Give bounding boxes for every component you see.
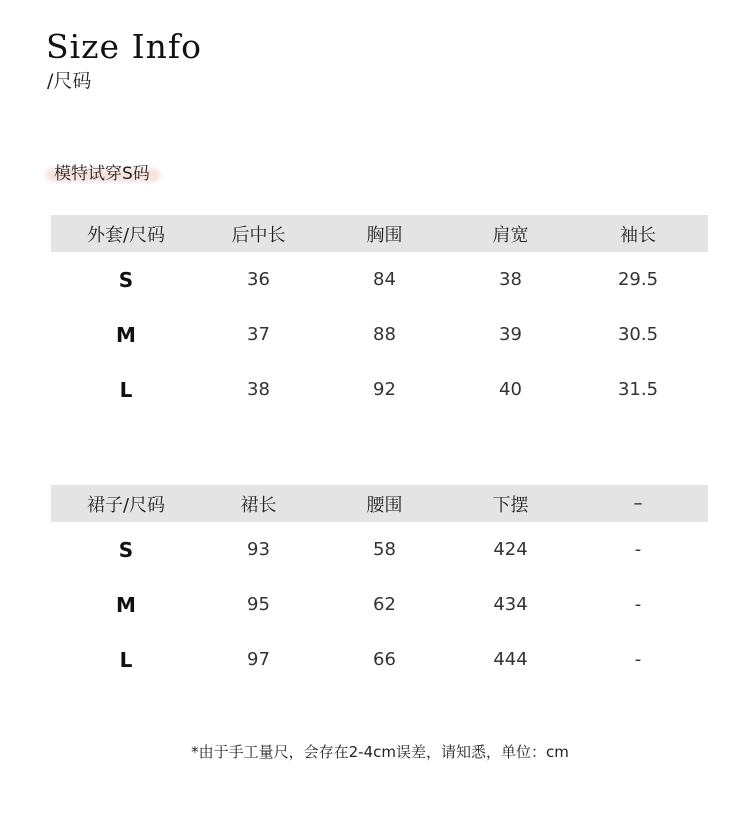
column-header: – <box>568 485 708 522</box>
column-header: 裙长 <box>201 485 316 522</box>
table-cell: 88 <box>373 324 396 345</box>
table-row <box>51 307 708 362</box>
skirt-size-table <box>51 485 708 687</box>
table-cell: 84 <box>373 269 396 290</box>
table-cell: 66 <box>373 649 396 670</box>
column-header: 下摆 <box>453 485 568 522</box>
page-subtitle: /尺码 <box>47 70 92 92</box>
table-cell: 97 <box>247 649 270 670</box>
table-row <box>51 632 708 687</box>
measurement-footnote: *由于手工量尺，会存在2-4cm误差，请知悉，单位：cm <box>191 743 569 761</box>
size-label: S <box>118 267 134 292</box>
table-cell: 29.5 <box>617 269 659 290</box>
table-cell: 424 <box>493 539 528 560</box>
table-cell: 37 <box>247 324 270 345</box>
table-cell: - <box>634 649 642 670</box>
column-header: 腰围 <box>316 485 453 522</box>
table-cell: 38 <box>499 269 522 290</box>
column-header: 裙子/尺码 <box>51 485 201 522</box>
table-cell: - <box>634 594 642 615</box>
table-header-row <box>51 215 708 252</box>
size-label: S <box>118 537 134 562</box>
model-note <box>52 162 152 186</box>
size-label: L <box>119 647 133 672</box>
size-label: M <box>116 322 136 347</box>
table-cell: 62 <box>373 594 396 615</box>
table-cell: 31.5 <box>617 379 659 400</box>
table-row <box>51 577 708 632</box>
table-cell: 93 <box>247 539 270 560</box>
table-header-row <box>51 485 708 522</box>
column-header: 后中长 <box>201 215 316 252</box>
table-cell: 38 <box>247 379 270 400</box>
table-row <box>51 252 708 307</box>
size-label: L <box>119 377 133 402</box>
table-cell: 39 <box>499 324 522 345</box>
table-cell: 30.5 <box>617 324 659 345</box>
jacket-size-table <box>51 215 708 417</box>
table-cell: - <box>634 539 642 560</box>
table-cell: 92 <box>373 379 396 400</box>
table-cell: 444 <box>493 649 528 670</box>
table-cell: 40 <box>499 379 522 400</box>
table-cell: 434 <box>493 594 528 615</box>
column-header: 袖长 <box>568 215 708 252</box>
column-header: 胸围 <box>316 215 453 252</box>
table-cell: 36 <box>247 269 270 290</box>
model-note-text: 模特试穿S码 <box>54 164 150 184</box>
column-header: 肩宽 <box>453 215 568 252</box>
table-row <box>51 522 708 577</box>
column-header: 外套/尺码 <box>51 215 201 252</box>
table-row <box>51 362 708 417</box>
page-title: Size Info <box>46 27 202 66</box>
table-cell: 95 <box>247 594 270 615</box>
size-label: M <box>116 592 136 617</box>
table-cell: 58 <box>373 539 396 560</box>
